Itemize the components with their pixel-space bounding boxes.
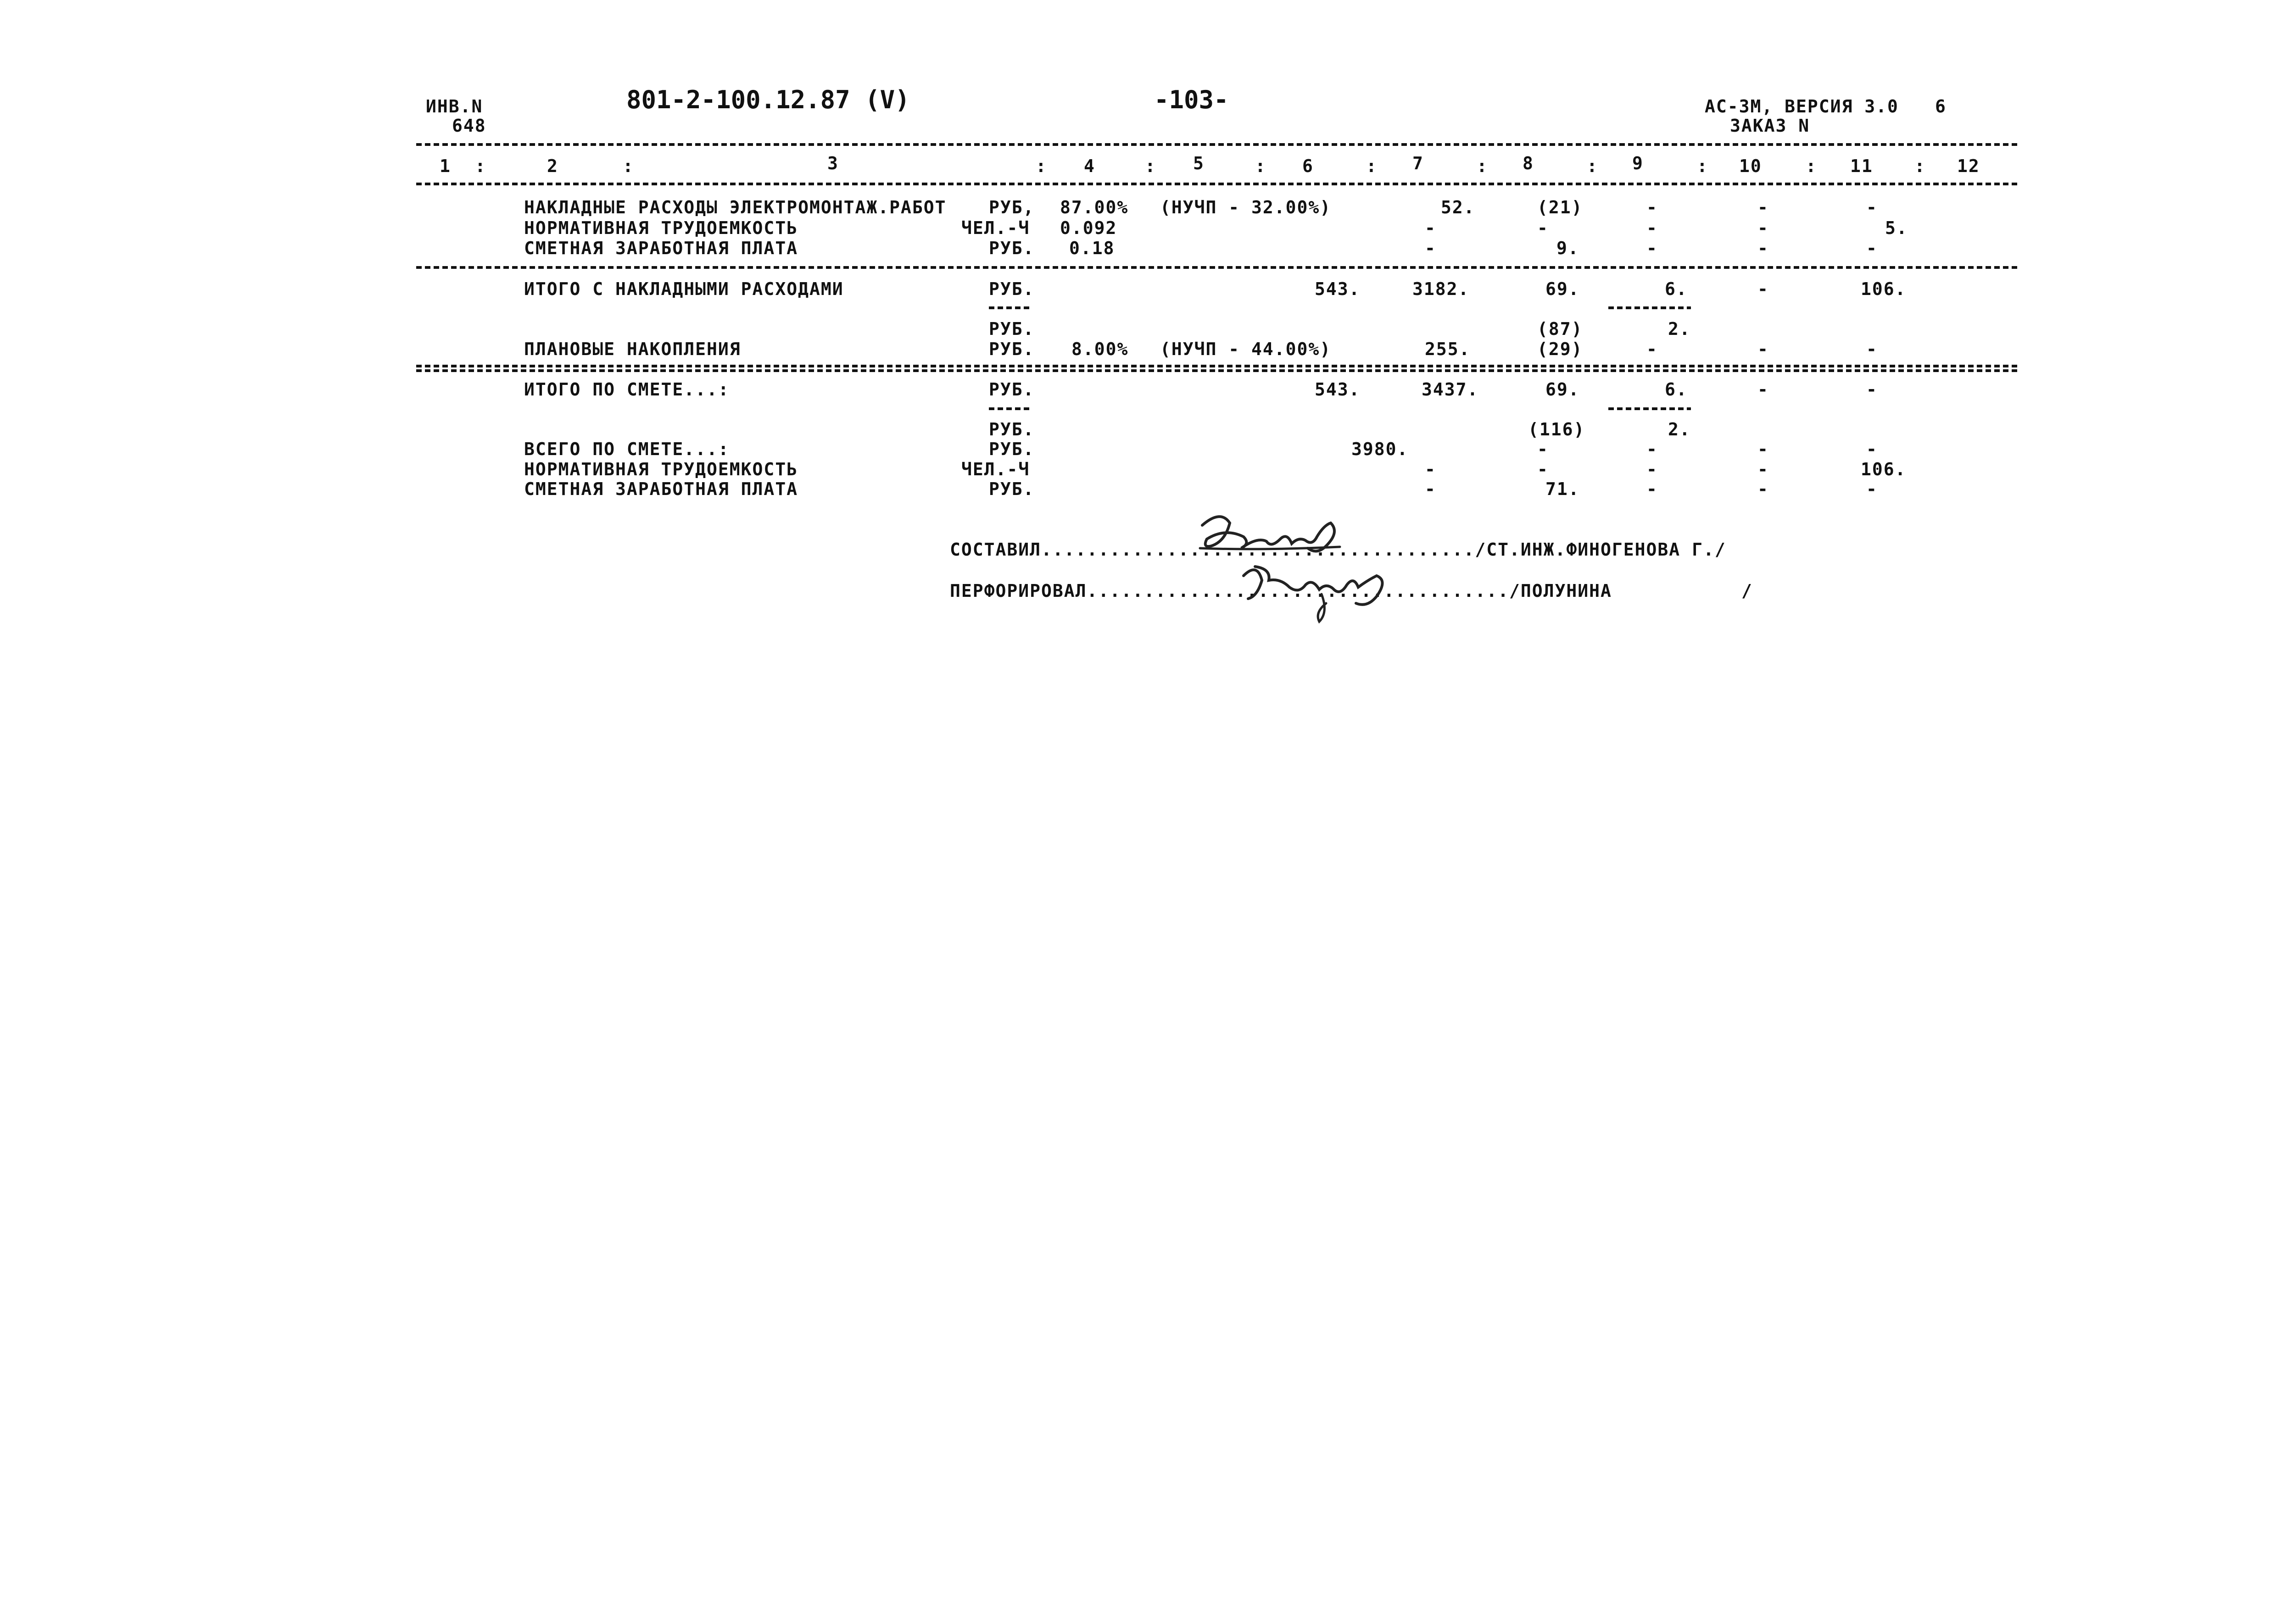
- cell-col11: -: [1866, 439, 1878, 459]
- col-number-2: 2: [547, 156, 558, 176]
- col9-underline: [1608, 306, 1691, 309]
- col-number-8: 8: [1523, 153, 1534, 173]
- cell-col7: 3437.: [1422, 379, 1479, 400]
- row-unit: РУБ.: [989, 238, 1035, 258]
- col-number-9: 9: [1632, 153, 1644, 173]
- row-unit: ЧЕЛ.-Ч: [961, 218, 1030, 238]
- cell-col5: (НУЧП - 32.00%): [1160, 197, 1332, 217]
- row-name: ИТОГО ПО СМЕТЕ...:: [524, 379, 730, 400]
- system-number: 6: [1935, 96, 1947, 117]
- col-number-1: 1: [440, 156, 451, 176]
- row-unit: РУБ.: [989, 319, 1035, 339]
- punch-operator-signature: [1230, 553, 1404, 626]
- punched-by-line: ПЕРФОРИРОВАЛ...................................../ПОЛУНИНА: [950, 581, 1612, 601]
- row-name: НОРМАТИВНАЯ ТРУДОЕМКОСТЬ: [524, 459, 798, 479]
- cell-col10: -: [1757, 197, 1769, 217]
- cell-col8: (87): [1537, 319, 1583, 339]
- unit-underline: [989, 407, 1030, 410]
- col-sep: :: [1255, 156, 1266, 176]
- column-rule: [416, 183, 2020, 185]
- cell-col11: 5.: [1885, 218, 1908, 238]
- cell-col7: -: [1425, 218, 1436, 238]
- cell-col7: 255.: [1425, 339, 1471, 359]
- col9-underline: [1608, 407, 1691, 410]
- order-label: ЗАКАЗ N: [1730, 116, 1810, 136]
- row-name: ИТОГО С НАКЛАДНЫМИ РАСХОДАМИ: [524, 279, 844, 299]
- row-unit: РУБ.: [989, 339, 1035, 359]
- col-sep: :: [1477, 156, 1488, 176]
- cell-col10: -: [1757, 439, 1769, 459]
- col-sep: :: [1036, 156, 1047, 176]
- cell-col10: -: [1757, 339, 1769, 359]
- row-name: НАКЛАДНЫЕ РАСХОДЫ ЭЛЕКТРОМОНТАЖ.РАБОТ: [524, 197, 947, 217]
- cell-col9: -: [1646, 459, 1658, 479]
- cell-col9: -: [1646, 197, 1658, 217]
- col-sep: :: [1145, 156, 1156, 176]
- col-sep: :: [1914, 156, 1926, 176]
- cell-col4: 8.00%: [1071, 339, 1129, 359]
- cell-col11: -: [1866, 479, 1878, 499]
- cell-col11: 106.: [1861, 459, 1907, 479]
- cell-col7: -: [1425, 459, 1436, 479]
- col-sep: :: [623, 156, 634, 176]
- cell-col4: 0.18: [1069, 238, 1115, 258]
- cell-col9: 2.: [1668, 319, 1691, 339]
- row-name: ПЛАНОВЫЕ НАКОПЛЕНИЯ: [524, 339, 741, 359]
- row-unit: РУБ,: [989, 197, 1035, 217]
- cell-col10: -: [1757, 279, 1769, 299]
- cell-col8: 69.: [1545, 379, 1580, 400]
- col-number-3: 3: [827, 153, 839, 173]
- col-number-11: 11: [1850, 156, 1873, 176]
- col-number-5: 5: [1193, 153, 1205, 173]
- document-code: 801-2-100.12.87 (V): [626, 85, 910, 114]
- col-number-7: 7: [1412, 153, 1424, 173]
- cell-col8: -: [1537, 218, 1549, 238]
- cell-col8: (21): [1537, 197, 1583, 217]
- cell-col7: -: [1425, 479, 1436, 499]
- cell-col8: (116): [1528, 419, 1585, 439]
- col-number-4: 4: [1084, 156, 1095, 176]
- row-unit: РУБ.: [989, 279, 1035, 299]
- col-number-12: 12: [1957, 156, 1980, 176]
- cell-col10: -: [1757, 479, 1769, 499]
- cell-col9: -: [1646, 439, 1658, 459]
- col-sep: :: [1587, 156, 1598, 176]
- system-version: АС-3М, ВЕРСИЯ 3.0: [1705, 96, 1899, 117]
- cell-col8: 71.: [1545, 479, 1580, 499]
- header-rule: [416, 143, 2020, 146]
- row-name: ВСЕГО ПО СМЕТЕ...:: [524, 439, 730, 459]
- row-unit: РУБ.: [989, 379, 1035, 400]
- section-rule: [416, 266, 2020, 269]
- cell-col9: -: [1646, 479, 1658, 499]
- row-unit: РУБ.: [989, 439, 1035, 459]
- cell-col4: 0.092: [1060, 218, 1117, 238]
- inventory-label: ИНВ.N: [426, 96, 483, 117]
- col-sep: :: [1366, 156, 1378, 176]
- cell-col8: -: [1537, 439, 1549, 459]
- cell-col11: -: [1866, 238, 1878, 258]
- cell-col6: 3980.: [1351, 439, 1409, 459]
- col-number-6: 6: [1302, 156, 1314, 176]
- col-number-10: 10: [1739, 156, 1762, 176]
- cell-col11: -: [1866, 197, 1878, 217]
- cell-col7: -: [1425, 238, 1436, 258]
- cell-col5: (НУЧП - 44.00%): [1160, 339, 1332, 359]
- row-unit: РУБ.: [989, 479, 1035, 499]
- cell-col9: 6.: [1665, 379, 1688, 400]
- unit-underline: [989, 306, 1030, 309]
- section-rule: [416, 365, 2020, 367]
- compiled-by-line: СОСТАВИЛ....................................../СТ.ИНЖ.ФИНОГЕНОВА Г./: [950, 539, 1726, 560]
- col-sep: :: [475, 156, 486, 176]
- cell-col6: 543.: [1315, 279, 1361, 299]
- cell-col8: 69.: [1545, 279, 1580, 299]
- cell-col9: -: [1646, 238, 1658, 258]
- cell-col4: 87.00%: [1060, 197, 1129, 217]
- cell-col8: -: [1537, 459, 1549, 479]
- cell-col11: 106.: [1861, 279, 1907, 299]
- cell-col11: -: [1866, 379, 1878, 400]
- row-name: НОРМАТИВНАЯ ТРУДОЕМКОСТЬ: [524, 218, 798, 238]
- cell-col6: 543.: [1315, 379, 1361, 400]
- row-unit: ЧЕЛ.-Ч: [961, 459, 1030, 479]
- inventory-number: 648: [452, 116, 486, 136]
- cell-col10: -: [1757, 218, 1769, 238]
- cell-col11: -: [1866, 339, 1878, 359]
- cell-col9: -: [1646, 218, 1658, 238]
- cell-col9: 6.: [1665, 279, 1688, 299]
- punched-by-end: /: [1741, 581, 1753, 601]
- cell-col7: 3182.: [1412, 279, 1470, 299]
- section-rule: [416, 369, 2020, 372]
- cell-col9: -: [1646, 339, 1658, 359]
- cell-col10: -: [1757, 238, 1769, 258]
- row-unit: РУБ.: [989, 419, 1035, 439]
- row-name: СМЕТНАЯ ЗАРАБОТНАЯ ПЛАТА: [524, 238, 798, 258]
- row-name: СМЕТНАЯ ЗАРАБОТНАЯ ПЛАТА: [524, 479, 798, 499]
- cell-col9: 2.: [1668, 419, 1691, 439]
- cell-col10: -: [1757, 379, 1769, 400]
- cell-col8: 9.: [1556, 238, 1579, 258]
- page-number: -103-: [1154, 85, 1229, 114]
- cell-col7: 52.: [1441, 197, 1475, 217]
- col-sep: :: [1806, 156, 1817, 176]
- col-sep: :: [1697, 156, 1708, 176]
- cell-col10: -: [1757, 459, 1769, 479]
- cell-col8: (29): [1537, 339, 1583, 359]
